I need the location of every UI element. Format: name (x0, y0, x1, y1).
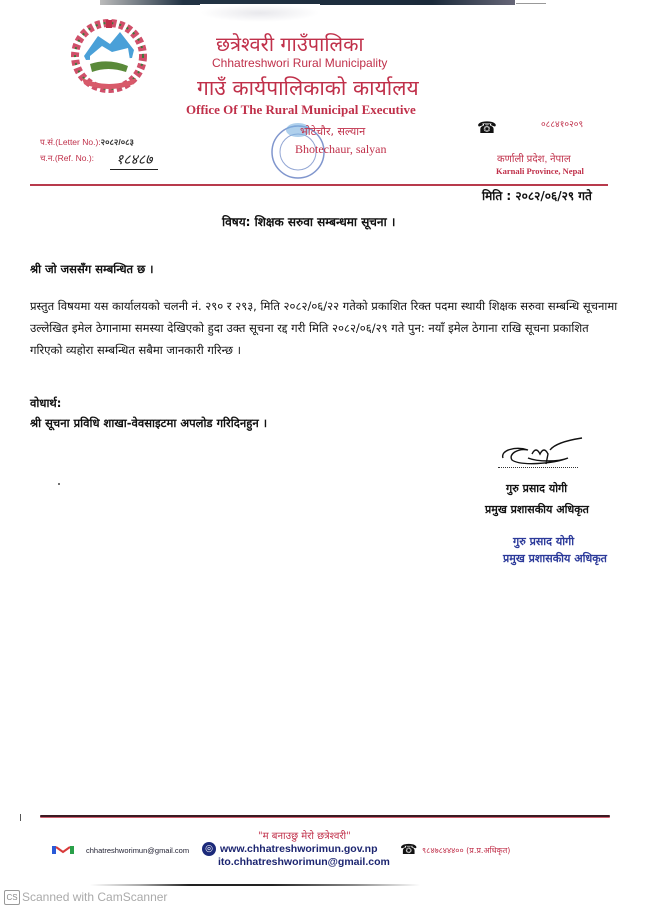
scan-speck (58, 483, 60, 485)
letter-number-label: प.सं.(Letter No.): (40, 137, 101, 147)
signatory-name: गुरु प्रसाद योगी (506, 482, 568, 495)
camscanner-watermark: Scanned with CamScanner (22, 890, 168, 904)
header-divider (30, 184, 608, 186)
address-np: भोटेचौर, सल्यान (300, 125, 366, 138)
globe-icon: ◎ (202, 842, 216, 856)
letter-subject: विषय: शिक्षक सरुवा सम्बन्धमा सूचना । (222, 215, 396, 229)
municipality-name-np: छत्रेश्वरी गाउँपालिका (216, 32, 364, 56)
gmail-icon (52, 846, 74, 854)
footer-email[interactable]: chhatreshworimun@gmail.com (86, 846, 190, 855)
municipality-name-en: Chhatreshwori Rural Municipality (212, 56, 388, 70)
nepal-emblem-icon (68, 14, 150, 96)
phone-icon: ☎ (477, 118, 497, 137)
province-np: कर्णाली प्रदेश, नेपाल (497, 154, 571, 165)
footer-divider (40, 815, 610, 817)
footer-motto: "म बनाउछु मेरो छत्रेश्वरी" (258, 831, 351, 842)
letter-date: मिति : २०८२/०६/२९ गते (482, 189, 592, 203)
office-name-en: Office Of The Rural Municipal Executive (186, 102, 416, 117)
footer-website[interactable]: www.chhatreshworimun.gov.np (220, 843, 378, 855)
signatory-title: प्रमुख प्रशासकीय अधिकृत (485, 503, 589, 516)
stamp-signatory-name: गुरु प्रसाद योगी (513, 535, 575, 548)
stamp-signatory-title: प्रमुख प्रशासकीय अधिकृत (503, 552, 607, 565)
office-phone: ०८८४१०२०९ (541, 119, 584, 129)
ref-number-handwritten: १८४८७ (110, 150, 158, 170)
province-en: Karnali Province, Nepal (496, 166, 584, 176)
footer-ito-email[interactable]: ito.chhatreshworimun@gmail.com (218, 856, 390, 868)
ref-number-label: च.न.(Ref. No.): (40, 153, 95, 163)
scan-edge-shadow-bottom (90, 884, 420, 886)
cc-recipient: श्री सूचना प्रविधि शाखा-वेवसाइटमा अपलोड गरिदिनहुन । (30, 416, 268, 430)
letter-body: प्रस्तुत विषयमा यस कार्यालयको चलनी नं. २९० र २९३, मिति २०८२/०६/२२ गतेको प्रकाशित रिक्त पदमा स्थायी शिक्षक सरुवा सम्बन्धि सूचनामा उल्लेखित इमेल ठेगानामा समस्या देखिएको हुदा उक्त सूचना रद्द गरी मिति २०८२/०६/२९ गते पुन: नयाँ इमेल ठेगाना राखि सूचना प्रकाशित गरिएको व्यहोरा सम्बन्धित सबैमा जानकारी गरिन्छ । (30, 299, 618, 357)
letter-number (40, 137, 134, 148)
cc-label: वोधार्थ: (30, 396, 62, 410)
signature-line (498, 467, 578, 468)
scan-smudge (200, 4, 320, 22)
letter-salutation: श्री जो जससँग सम्बन्धित छ । (30, 262, 154, 276)
camscanner-logo-icon: CS (4, 890, 20, 905)
letter-number-value: २०८२/०८३ (100, 137, 134, 147)
footer-phone-icon: ☎ (400, 842, 418, 858)
office-name-np: गाउँ कार्यपालिकाको कार्यालय (197, 76, 419, 100)
margin-mark (20, 814, 21, 821)
footer-phone: ९८४७८४४४०० (प्र.प्र.अधिकृत) (422, 846, 511, 855)
scan-edge-line (516, 3, 546, 4)
address-en: Bhotechaur, salyan (295, 142, 387, 156)
